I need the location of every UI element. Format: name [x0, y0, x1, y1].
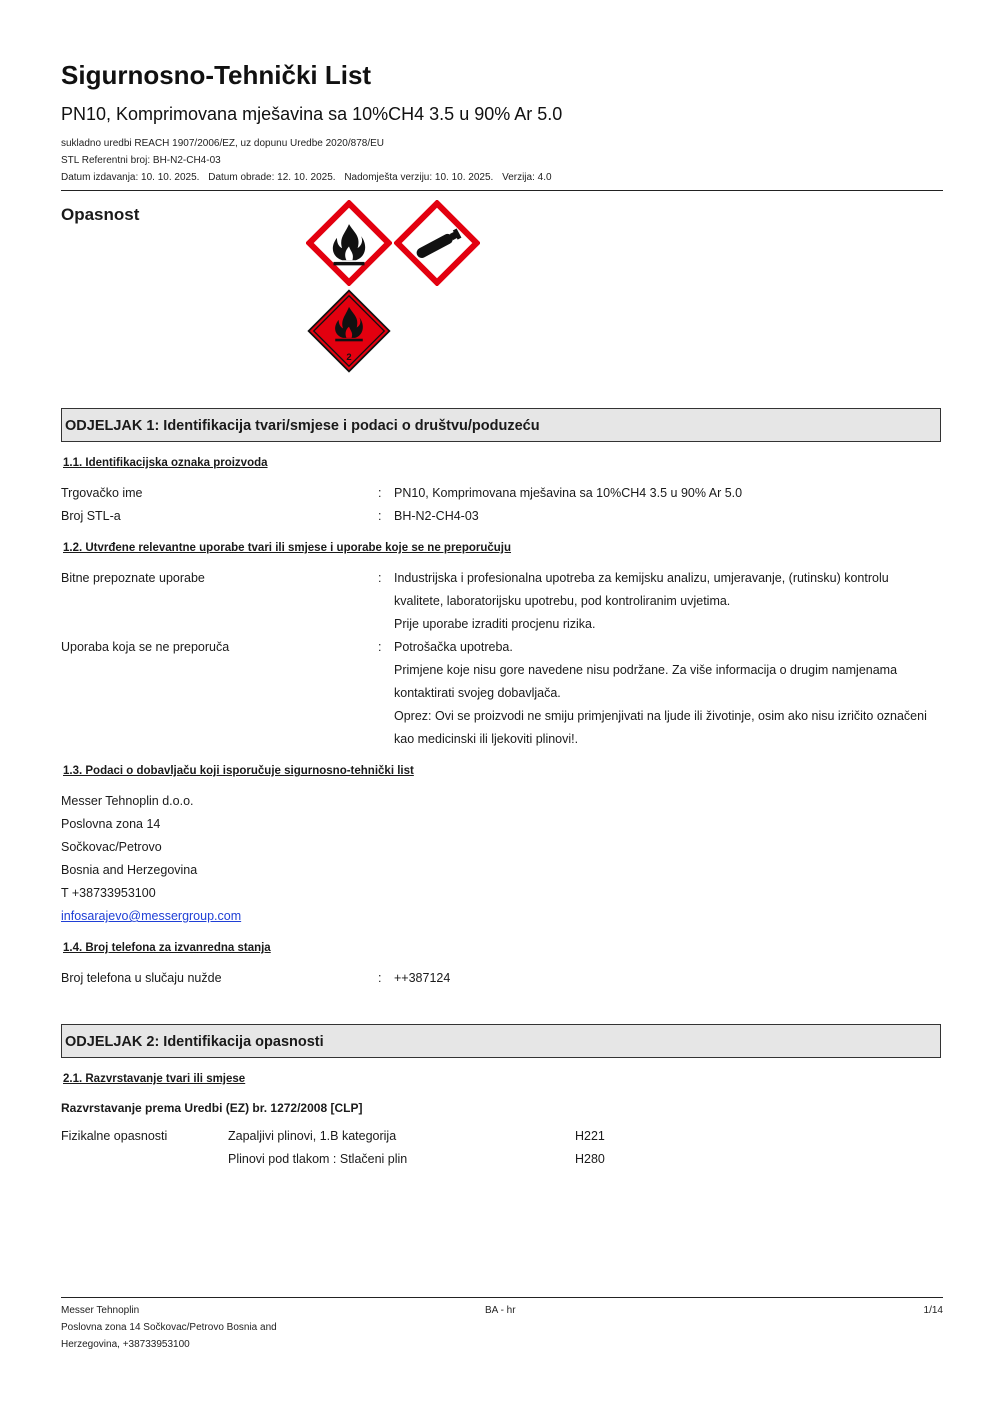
- supersedes-date: Nadomješta verziju: 10. 10. 2025.: [344, 172, 494, 183]
- hazard-class: Zapaljivi plinovi, 1.B kategorija: [228, 1129, 397, 1143]
- supplier-email-link[interactable]: infosarajevo@messergroup.com: [61, 909, 242, 923]
- document-title: Sigurnosno-Tehnički List: [61, 60, 372, 90]
- advised-line: kontaktirati svojeg dobavljača.: [394, 686, 561, 700]
- footer-divider: [61, 1297, 943, 1298]
- document-dates: [61, 172, 558, 183]
- sds-page: [61, 0, 943, 1414]
- footer-page-number: 1/14: [923, 1305, 943, 1316]
- subsection-1-1-title: 1.1. Identifikacijska oznaka proizvoda: [63, 457, 268, 469]
- sds-number-label: Broj STL-a: [61, 509, 121, 523]
- colon: :: [378, 971, 382, 985]
- section-1-header: ODJELJAK 1: Identifikacija tvari/smjese i podaci o društvu/poduzeću: [61, 408, 941, 442]
- identified-use-line: kvalitete, laboratorijsku upotrebu, pod kontroliranim uvjetima.: [394, 594, 731, 608]
- footer-address: [61, 1302, 277, 1353]
- identified-uses-value: [394, 567, 943, 636]
- emergency-phone-label: Broj telefona u slučaju nužde: [61, 971, 222, 985]
- clp-classification-heading: Razvrstavanje prema Uredbi (EZ) br. 1272/2008 [CLP]: [61, 1101, 363, 1115]
- identified-uses-label: Bitne prepoznate uporabe: [61, 571, 205, 585]
- subsection-2-1-title: 2.1. Razvrstavanje tvari ili smjese: [63, 1073, 246, 1085]
- advised-against-value: [394, 636, 943, 751]
- advised-line: Potrošačka upotreba.: [394, 640, 513, 654]
- footer-address-line: Poslovna zona 14 Sočkovac/Petrovo Bosnia and: [61, 1322, 277, 1333]
- supplier-country: Bosnia and Herzegovina: [61, 863, 198, 877]
- advised-line: Primjene koje nisu gore navedene nisu podržane. Za više informacija o drugim namjenama: [394, 663, 898, 677]
- adr-class-2-flame-pictogram: [306, 288, 392, 374]
- colon: :: [378, 509, 382, 523]
- trade-name-value: PN10, Komprimovana mješavina sa 10%CH4 3.5 u 90% Ar 5.0: [394, 486, 743, 500]
- flame-pictogram: [306, 200, 392, 286]
- subsection-1-3-title: 1.3. Podaci o dobavljaču koji isporučuje sigurnosno-tehnički list: [63, 765, 414, 777]
- subsection-1-4-title: 1.4. Broj telefona za izvanredna stanja: [63, 942, 271, 954]
- advised-against-label: Uporaba koja se ne preporuča: [61, 640, 230, 654]
- emergency-phone-value: ++387124: [394, 971, 451, 985]
- footer-company: Messer Tehnoplin: [61, 1305, 140, 1316]
- header-divider: [61, 190, 943, 191]
- identified-use-line: Industrijska i profesionalna upotreba za kemijsku analizu, umjeravanje, (rutinsku) kontrolu: [394, 571, 889, 585]
- issue-date: Datum izdavanja: 10. 10. 2025.: [61, 172, 200, 183]
- colon: :: [378, 486, 382, 500]
- gas-cylinder-pictogram: [394, 200, 480, 286]
- footer-address-line: Herzegovina, +38733953100: [61, 1339, 190, 1350]
- colon: :: [378, 640, 382, 654]
- hazard-code: H280: [575, 1152, 605, 1166]
- revision-date: Datum obrade: 12. 10. 2025.: [208, 172, 336, 183]
- hazard-class: Plinovi pod tlakom : Stlačeni plin: [228, 1152, 408, 1166]
- section-2-header: ODJELJAK 2: Identifikacija opasnosti: [61, 1024, 941, 1058]
- advised-line: kao medicinski ili ljekoviti plinovi!.: [394, 732, 579, 746]
- version: Verzija: 4.0: [502, 172, 552, 183]
- supplier-company: Messer Tehnoplin d.o.o.: [61, 794, 194, 808]
- subsection-1-2-title: 1.2. Utvrđene relevantne uporabe tvari ili smjese i uporabe koje se ne preporučuju: [63, 542, 512, 554]
- supplier-phone: T +38733953100: [61, 886, 156, 900]
- signal-word: Opasnost: [61, 205, 140, 224]
- supplier-city: Sočkovac/Petrovo: [61, 840, 162, 854]
- regulation-note: sukladno uredbi REACH 1907/2006/EZ, uz dopunu Uredbe 2020/878/EU: [61, 138, 384, 149]
- colon: :: [378, 571, 382, 585]
- trade-name-label: Trgovačko ime: [61, 486, 143, 500]
- adr-class-number: 2: [346, 352, 352, 364]
- reference-number: STL Referentni broj: BH-N2-CH4-03: [61, 155, 221, 166]
- identified-use-line: Prije uporabe izraditi procjenu rizika.: [394, 617, 596, 631]
- advised-line: Oprez: Ovi se proizvodi ne smiju primjenjivati na ljude ili životinje, osim ako nisu izričito označeni: [394, 709, 927, 723]
- hazard-code: H221: [575, 1129, 605, 1143]
- footer-language: BA - hr: [485, 1305, 516, 1316]
- sds-number-value: BH-N2-CH4-03: [394, 509, 479, 523]
- product-name: PN10, Komprimovana mješavina sa 10%CH4 3.5 u 90% Ar 5.0: [61, 104, 563, 124]
- supplier-street: Poslovna zona 14: [61, 817, 161, 831]
- physical-hazards-label: Fizikalne opasnosti: [61, 1129, 168, 1143]
